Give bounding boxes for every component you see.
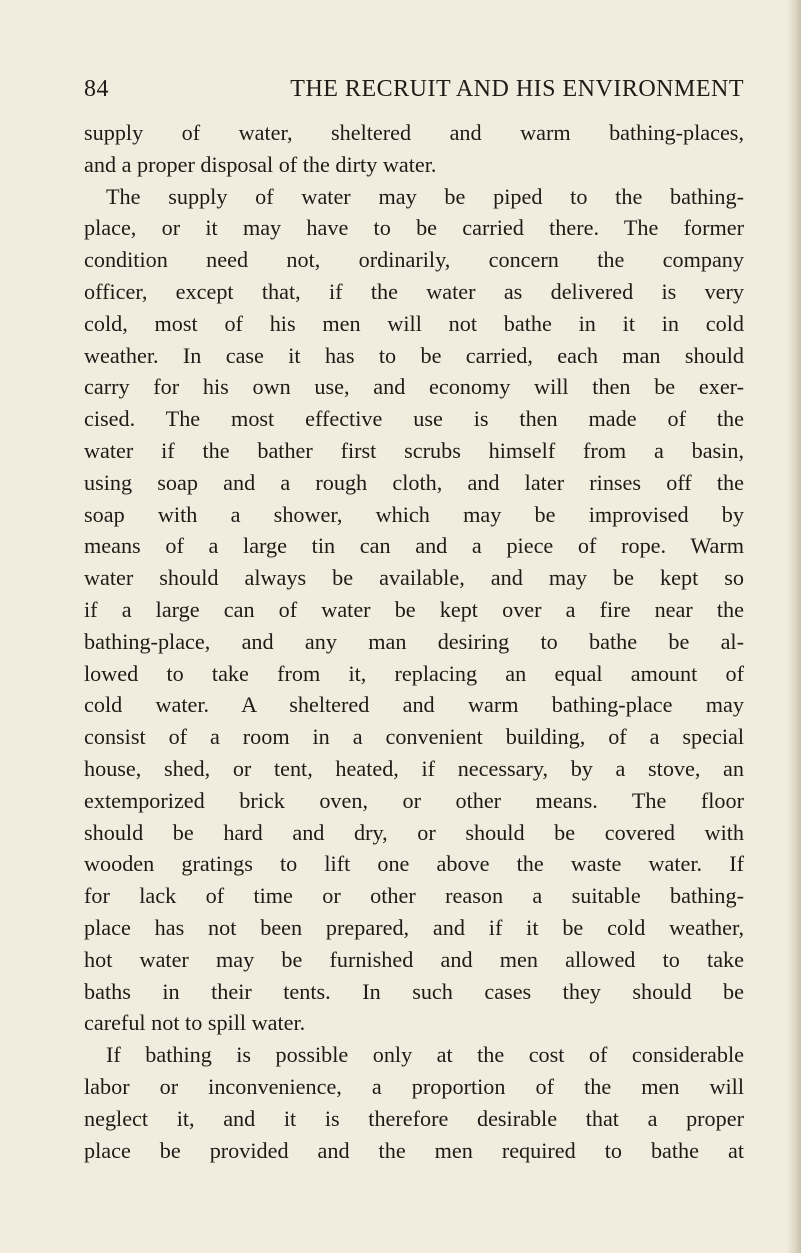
text-line: cold, most of his men will not bathe in it in cold: [84, 310, 744, 336]
text-line: lowed to take from it, replacing an equal amount of: [84, 660, 744, 686]
text-line: neglect it, and it is therefore desirable that a proper: [84, 1105, 744, 1131]
text-line: water should always be available, and may be kept so: [84, 565, 744, 591]
text-line: wooden gratings to lift one above the waste water. If: [84, 851, 744, 877]
text-line: water if the bather first scrubs himself from a basin,: [84, 437, 744, 463]
page-edge-shadow: [787, 0, 801, 1253]
text-line: soap with a shower, which may be improvised by: [84, 501, 744, 527]
running-header: [84, 76, 744, 112]
text-line: cised. The most effective use is then made of the: [84, 406, 744, 432]
text-line: labor or inconvenience, a proportion of the men will: [84, 1073, 744, 1099]
running-title: THE RECRUIT AND HIS ENVIRONMENT: [290, 76, 744, 102]
text-line: place, or it may have to be carried there. The former: [84, 215, 744, 241]
text-line: baths in their tents. In such cases they should be: [84, 978, 744, 1004]
text-line: careful not to spill water.: [84, 1010, 306, 1036]
text-line: bathing-place, and any man desiring to bathe be al-: [84, 628, 744, 654]
text-line: should be hard and dry, or should be covered with: [84, 819, 744, 845]
text-line: supply of water, sheltered and warm bathing-places,: [84, 120, 744, 145]
page-number: 84: [84, 76, 109, 102]
text-line: officer, except that, if the water as delivered is very: [84, 278, 744, 304]
text-line: for lack of time or other reason a suitable bathing-: [84, 883, 744, 909]
text-line: weather. In case it has to be carried, each man should: [84, 342, 744, 368]
text-line: carry for his own use, and economy will then be exer-: [84, 374, 744, 400]
text-line: consist of a room in a convenient building, of a special: [84, 724, 744, 750]
text-line: house, shed, or tent, heated, if necessary, by a stove, an: [84, 755, 744, 781]
text-line: cold water. A sheltered and warm bathing-place may: [84, 692, 744, 718]
text-line: place has not been prepared, and if it be cold weather,: [84, 914, 744, 940]
text-line: The supply of water may be piped to the bathing-: [106, 183, 744, 209]
text-line: place be provided and the men required to bathe at: [84, 1137, 744, 1163]
text-line: hot water may be furnished and men allowed to take: [84, 946, 744, 972]
text-line: using soap and a rough cloth, and later rinses off the: [84, 469, 744, 495]
text-line: and a proper disposal of the dirty water.: [84, 151, 437, 177]
text-line: extemporized brick oven, or other means. The floor: [84, 787, 744, 813]
text-line: means of a large tin can and a piece of rope. Warm: [84, 533, 744, 559]
text-line: condition need not, ordinarily, concern the company: [84, 247, 744, 273]
text-line: if a large can of water be kept over a fire near the: [84, 596, 744, 622]
body-text: [84, 117, 744, 1166]
text-line: If bathing is possible only at the cost of considerable: [106, 1042, 744, 1068]
